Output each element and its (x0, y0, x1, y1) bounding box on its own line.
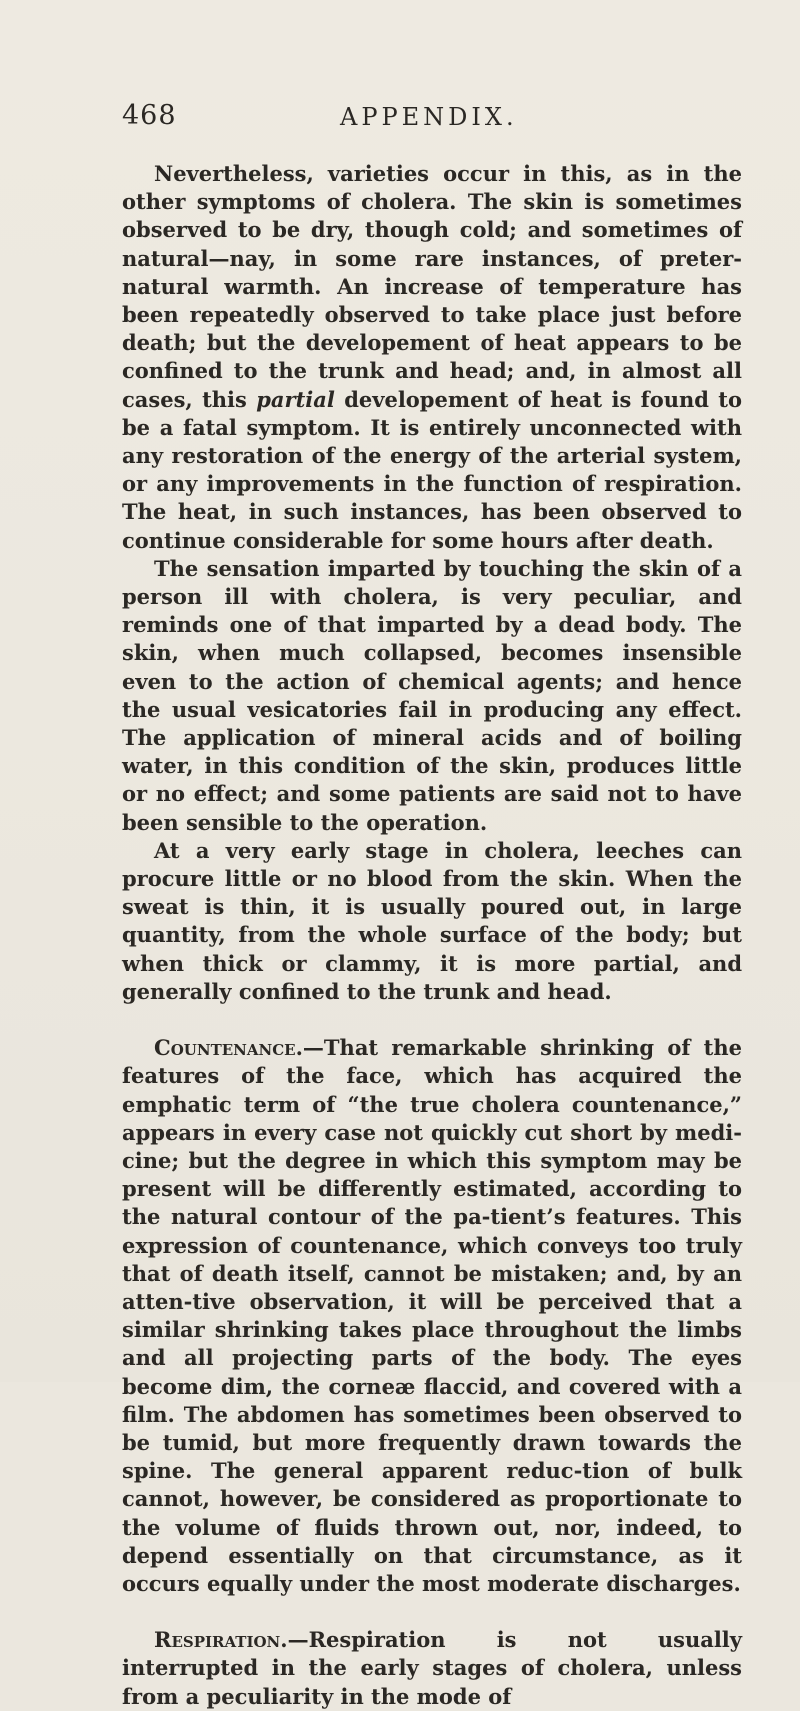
page-number: 468 (122, 100, 177, 131)
paragraph-text: Nevertheless, varieties occur in this, as in the other symptoms of cholera. The skin is sometimes observed to be dry, though cold; and sometimes of natural—nay, in some rare instances, of preter-natural warmth. An increase of temperature has been repeatedly observed to take place just before death; but the developement of heat appears to be confined to the trunk and head; and, in almost all cases, this (122, 161, 742, 412)
paragraph-text: developement of heat is found to be a fatal symptom. It is entirely unconnected with any restoration of the energy of the arterial system, or any improvements in the function of respiration. The heat, in such instances, has been observed to continue considerable for some hours after death. (122, 386, 742, 553)
paragraph-countenance (122, 1034, 742, 1598)
paragraph-respiration (122, 1626, 742, 1711)
paragraph-skin-temperature (122, 160, 742, 555)
paragraph-leeches (122, 837, 742, 1006)
section-heading-countenance: Countenance. (154, 1035, 303, 1061)
paragraph-text: —That remarkable shrinking of the features of the face, which has acquired the emphatic term of “the true cholera countenance,” appears in every case not quickly cut short by medi-cine; but the degree in which this symptom may be present will be differently estimated, according to the natural contour of the pa-tient’s features. This expression of countenance, which conveys too truly that of death itself, cannot be mistaken; and, by an atten-tive observation, it will be perceived that a similar shrinking takes place throughout the limbs and all projecting parts of the body. The eyes become dim, the corneæ flaccid, and covered with a film. The abdomen has sometimes been observed to be tumid, but more frequently drawn towards the spine. The general apparent reduc-tion of bulk cannot, however, be considered as proportionate to the volume of fluids thrown out, nor, indeed, to depend essentially on that circumstance, as it occurs equally under the most moderate discharges. (122, 1035, 742, 1596)
body-text (122, 160, 742, 1711)
running-head: APPENDIX. (340, 103, 518, 131)
paragraph-text: —Respiration is not usually interrupted in the early stages of cholera, unless from a peculiarity in the mode of (122, 1627, 742, 1709)
paragraph-text: The sensation imparted by touching the skin of a person ill with cholera, is very peculiar, and reminds one of that imparted by a dead body. The skin, when much collapsed, becomes insensible even to the action of chemical agents; and hence the usual vesicatories fail in producing any effect. The application of mineral acids and of boiling water, in this condition of the skin, produces little or no effect; and some patients are said not to have been sensible to the operation. (122, 555, 742, 835)
italic-word: partial (256, 386, 335, 412)
paragraph-skin-sensation (122, 555, 742, 837)
paragraph-text: At a very early stage in cholera, leeches can procure little or no blood from the skin. When the sweat is thin, it is usually poured out, in large quantity, from the whole surface of the body; but when thick or clammy, it is more partial, and generally confined to the trunk and head. (122, 837, 742, 1004)
page-header (122, 100, 742, 140)
section-heading-respiration: Respiration. (154, 1627, 288, 1653)
